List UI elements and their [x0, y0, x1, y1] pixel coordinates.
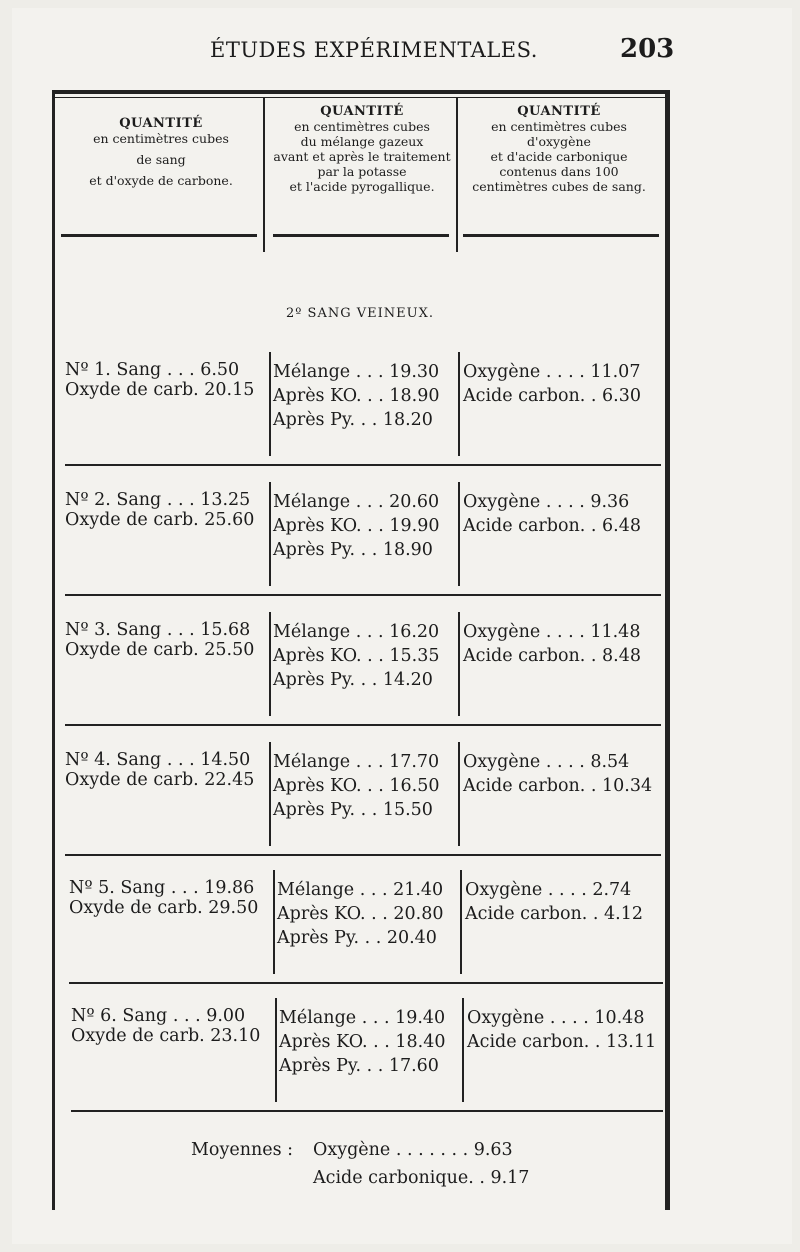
cell-text: Après Py. . . 18.20	[273, 410, 433, 430]
column-header-line: et d'acide carbonique	[490, 149, 628, 164]
cell-text: Après Py. . . 20.40	[277, 928, 437, 948]
cell-text: Acide carbon. . 6.30	[463, 386, 641, 406]
table-row-6-col-2	[279, 1006, 446, 1078]
top-double-rule	[55, 97, 665, 98]
column-divider	[456, 98, 458, 252]
table-frame	[52, 90, 670, 1210]
cell-text: Nº 2. Sang . . . 13.25	[65, 490, 251, 510]
column-header-line: avant et après le traitement	[273, 149, 451, 164]
column-header-1	[61, 116, 261, 188]
cell-text: Oxyde de carb. 23.10	[71, 1026, 261, 1046]
table-row-4-col-2	[273, 750, 440, 822]
section-title: 2º SANG VEINEUX.	[286, 306, 434, 321]
page-number: 203	[620, 34, 675, 64]
column-header-2	[267, 104, 457, 194]
column-divider	[458, 742, 460, 846]
cell-text: Nº 5. Sang . . . 19.86	[69, 878, 255, 898]
cell-text: Après Py. . . 15.50	[273, 800, 433, 820]
cell-text: Mélange . . . 19.30	[273, 362, 440, 382]
column-divider	[458, 612, 460, 716]
cell-text: Oxygène . . . . 2.74	[465, 880, 632, 900]
table-row-3-col-3	[463, 620, 641, 668]
cell-text: Après KO. . . 19.90	[273, 516, 440, 536]
column-divider	[275, 998, 277, 1102]
column-divider	[269, 742, 271, 846]
cell-text: Acide carbon. . 8.48	[463, 646, 641, 666]
page-title: ÉTUDES EXPÉRIMENTALES.	[210, 38, 538, 62]
cell-text: Oxyde de carb. 25.50	[65, 640, 255, 660]
cell-text: Nº 1. Sang . . . 6.50	[65, 360, 240, 380]
column-header-line: en centimètres cubes	[93, 131, 229, 146]
table-row-2-col-3	[463, 490, 641, 538]
average-oxygen: Oxygène . . . . . . . 9.63	[313, 1140, 513, 1160]
table-row-4-col-3	[463, 750, 652, 798]
column-divider	[269, 352, 271, 456]
cell-text: Après KO. . . 20.80	[277, 904, 444, 924]
table-row-5-col-3	[465, 878, 643, 926]
table-row-2-col-2	[273, 490, 440, 562]
column-divider	[458, 482, 460, 586]
cell-text: Acide carbon. . 4.12	[465, 904, 643, 924]
header-rule	[61, 234, 257, 237]
cell-text: Oxyde de carb. 22.45	[65, 770, 255, 790]
cell-text: Oxyde de carb. 25.60	[65, 510, 255, 530]
cell-text: Oxygène . . . . 11.48	[463, 622, 641, 642]
column-divider	[273, 870, 275, 974]
average-carbonic-acid: Acide carbonique. . 9.17	[313, 1168, 530, 1188]
cell-text: Mélange . . . 16.20	[273, 622, 440, 642]
table-row-6-col-1	[71, 1006, 260, 1046]
table-row-6-col-3	[467, 1006, 656, 1054]
header-rule	[463, 234, 659, 237]
row-separator	[69, 982, 663, 984]
column-header-line: et d'oxyde de carbone.	[89, 173, 233, 188]
cell-text: Après KO. . . 18.40	[279, 1032, 446, 1052]
header-rule	[273, 234, 449, 237]
cell-text: Nº 4. Sang . . . 14.50	[65, 750, 251, 770]
column-divider	[263, 98, 265, 252]
cell-text: Mélange . . . 20.60	[273, 492, 440, 512]
running-head	[0, 36, 800, 76]
row-separator	[71, 1110, 663, 1112]
column-header-line: centimètres cubes de sang.	[472, 179, 646, 194]
column-header-line: par la potasse	[317, 164, 407, 179]
cell-text: Acide carbon. . 13.11	[467, 1032, 657, 1052]
row-separator	[65, 594, 661, 596]
table-row-2-col-1	[65, 490, 254, 530]
column-divider	[460, 870, 462, 974]
cell-text: Mélange . . . 21.40	[277, 880, 444, 900]
column-header-line: contenus dans 100	[499, 164, 619, 179]
row-separator	[65, 854, 661, 856]
cell-text: Acide carbon. . 6.48	[463, 516, 641, 536]
column-header-label: QUANTITÉ	[320, 104, 404, 119]
column-header-line: du mélange gazeux	[300, 134, 424, 149]
table-row-4-col-1	[65, 750, 254, 790]
table-row-5-col-1	[69, 878, 258, 918]
column-header-3	[459, 104, 659, 194]
table-row-3-col-2	[273, 620, 440, 692]
cell-text: Après Py. . . 14.20	[273, 670, 433, 690]
column-header-line: en centimètres cubes	[294, 119, 430, 134]
column-divider	[458, 352, 460, 456]
cell-text: Après Py. . . 18.90	[273, 540, 433, 560]
cell-text: Après KO. . . 16.50	[273, 776, 440, 796]
table-row-1-col-1	[65, 360, 254, 400]
cell-text: Nº 6. Sang . . . 9.00	[71, 1006, 246, 1026]
row-separator	[65, 464, 661, 466]
cell-text: Acide carbon. . 10.34	[463, 776, 653, 796]
column-header-line: de sang	[136, 152, 186, 167]
cell-text: Oxygène . . . . 11.07	[463, 362, 641, 382]
column-header-label: QUANTITÉ	[119, 116, 203, 131]
cell-text: Oxygène . . . . 9.36	[463, 492, 630, 512]
column-divider	[269, 612, 271, 716]
cell-text: Oxyde de carb. 20.15	[65, 380, 255, 400]
column-header-label: QUANTITÉ	[517, 104, 601, 119]
column-divider	[462, 998, 464, 1102]
cell-text: Après Py. . . 17.60	[279, 1056, 439, 1076]
table-row-5-col-2	[277, 878, 444, 950]
averages-label: Moyennes :	[191, 1140, 294, 1160]
cell-text: Après KO. . . 18.90	[273, 386, 440, 406]
column-header-line: d'oxygène	[527, 134, 591, 149]
column-header-line: et l'acide pyrogallique.	[289, 179, 435, 194]
cell-text: Après KO. . . 15.35	[273, 646, 440, 666]
column-header-line: en centimètres cubes	[491, 119, 627, 134]
row-separator	[65, 724, 661, 726]
table-row-3-col-1	[65, 620, 254, 660]
column-divider	[269, 482, 271, 586]
cell-text: Mélange . . . 17.70	[273, 752, 440, 772]
table-row-1-col-3	[463, 360, 641, 408]
cell-text: Oxyde de carb. 29.50	[69, 898, 259, 918]
cell-text: Oxygène . . . . 8.54	[463, 752, 630, 772]
cell-text: Oxygène . . . . 10.48	[467, 1008, 645, 1028]
cell-text: Nº 3. Sang . . . 15.68	[65, 620, 251, 640]
table-row-1-col-2	[273, 360, 440, 432]
cell-text: Mélange . . . 19.40	[279, 1008, 446, 1028]
